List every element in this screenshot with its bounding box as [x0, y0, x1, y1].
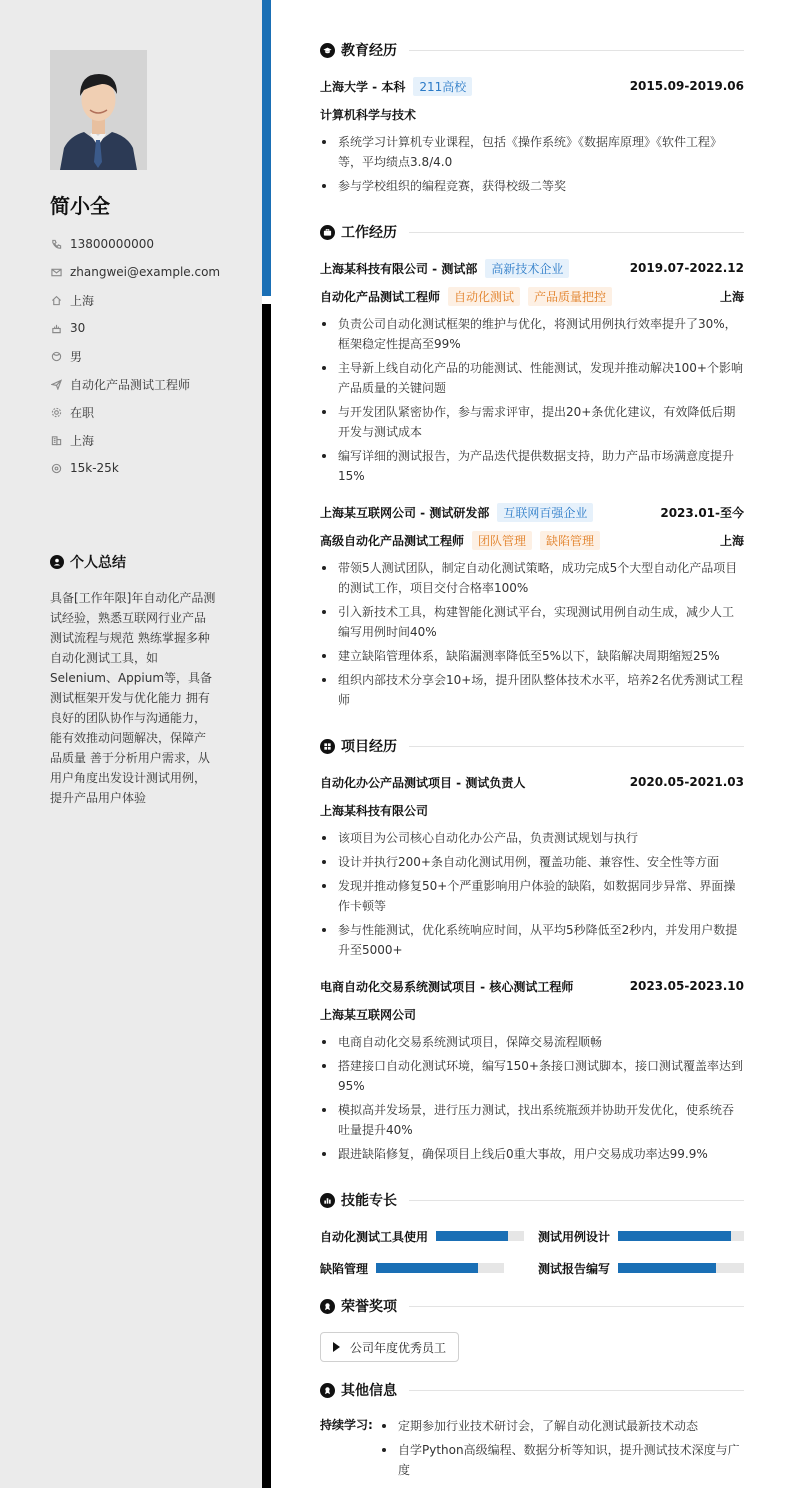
list-item: 组织内部技术分享会10+场，提升团队整体技术水平，培养2名优秀测试工程师 [320, 670, 744, 710]
job-company-row [320, 259, 744, 277]
job-role-row [320, 287, 744, 305]
award-icon [320, 1383, 335, 1398]
project-org: 上海某科技有限公司 [320, 803, 429, 818]
info-text: 上海 [70, 433, 95, 448]
education-row [320, 77, 744, 95]
email-icon [50, 266, 62, 278]
company-name: 上海某互联网公司 - 测试研发部 [320, 505, 490, 520]
info-email [50, 258, 220, 286]
skill-item [320, 1260, 504, 1276]
info-text: 30 [70, 321, 86, 335]
job-company-row [320, 503, 744, 521]
project-bullets [320, 1032, 744, 1168]
age-icon [50, 322, 62, 334]
education-bullets [320, 132, 744, 200]
project-date: 2023.05-2023.10 [629, 979, 744, 993]
job-bullets [320, 314, 744, 490]
skill-bar [618, 1231, 744, 1241]
section-divider [409, 50, 744, 51]
divider-stripe [262, 304, 271, 1488]
candidate-name: 简小全 [50, 194, 110, 218]
info-gender [50, 342, 220, 370]
skill-label: 自动化测试工具使用 [320, 1229, 429, 1244]
list-item: 跟进缺陷修复，确保项目上线后0重大事故，用户交易成功率达99.9% [320, 1144, 744, 1164]
role-tag: 自动化测试 [448, 287, 520, 306]
contact-info-list [50, 230, 220, 482]
other-label: 持续学习: [320, 1418, 373, 1432]
home-icon [50, 294, 62, 306]
summary-title: 个人总结 [70, 555, 126, 571]
section-title: 项目经历 [341, 739, 397, 755]
section-divider [409, 746, 744, 747]
section-title: 其他信息 [341, 1383, 397, 1399]
info-text: zhangwei@example.com [70, 265, 221, 279]
bar-chart-icon [320, 1193, 335, 1208]
company-tag: 高新技术企业 [485, 259, 569, 278]
job-date: 2023.01-至今 [660, 505, 744, 520]
job-role: 自动化产品测试工程师 [320, 289, 441, 304]
list-item: 负责公司自动化测试框架的维护与优化，将测试用例执行效率提升了30%，框架稳定性提高至99% [320, 314, 744, 354]
status-icon [50, 406, 62, 418]
project-row [320, 977, 744, 995]
other-bullets [380, 1416, 744, 1484]
info-text: 在职 [70, 405, 95, 420]
project-date: 2020.05-2021.03 [629, 775, 744, 789]
info-text: 15k-25k [70, 461, 119, 475]
skill-bar [618, 1263, 744, 1273]
role-tag: 产品质量把控 [528, 287, 612, 306]
section-title: 教育经历 [341, 43, 397, 59]
info-phone [50, 230, 220, 258]
award-icon [320, 1299, 335, 1314]
summary-text: 具备[工作年限]年自动化产品测试经验，熟悉互联网行业产品测试流程与规范 熟练掌握多种自动化测试工具，如Selenium、Appium等，具备测试框架开发与优化能力 拥有良好的团队协作与沟通能力，能有效推动问题解决，保障产品质量 善于分析用户需求，从用户角度出发设计测试用例，提升产品用户体验 [50, 591, 216, 805]
major-row [320, 105, 744, 123]
project-org-row [320, 801, 744, 819]
list-item: 发现并推动修复50+个严重影响用户体验的缺陷，如数据同步异常、界面操作卡顿等 [320, 876, 744, 916]
list-item: 编写详细的测试报告，为产品迭代提供数据支持，助力产品市场满意度提升15% [320, 446, 744, 486]
list-item: 设计并执行200+条自动化测试用例，覆盖功能、兼容性、安全性等方面 [320, 852, 744, 872]
skill-bar-fill [436, 1231, 508, 1241]
skills-heading [320, 1191, 744, 1209]
other-heading [320, 1381, 744, 1399]
play-icon [333, 1342, 340, 1352]
skill-bar [436, 1231, 524, 1241]
info-text: 13800000000 [70, 237, 154, 251]
list-item: 引入新技术工具，构建智能化测试平台，实现测试用例自动生成，减少人工编写用例时间40% [320, 602, 744, 642]
list-item: 带领5人测试团队，制定自动化测试策略，成功完成5个大型自动化产品项目的测试工作，项目交付合格率100% [320, 558, 744, 598]
skill-bar [376, 1263, 504, 1273]
info-text: 自动化产品测试工程师 [70, 377, 191, 392]
section-title: 荣誉奖项 [341, 1299, 397, 1315]
list-item: 系统学习计算机专业课程，包括《操作系统》《数据库原理》《软件工程》等，平均绩点3.8/4.0 [320, 132, 744, 172]
info-salary [50, 454, 220, 482]
project-org-row [320, 1005, 744, 1023]
info-position [50, 370, 220, 398]
list-item: 搭建接口自动化测试环境，编写150+条接口测试脚本，接口测试覆盖率达到95% [320, 1056, 744, 1096]
list-item: 模拟高并发场景，进行压力测试，找出系统瓶颈并协助开发优化，使系统吞吐量提升40% [320, 1100, 744, 1140]
section-title: 技能专长 [341, 1193, 397, 1209]
skill-bar-fill [376, 1263, 478, 1273]
phone-icon [50, 238, 62, 250]
project-row [320, 773, 744, 791]
skill-bar-fill [618, 1231, 731, 1241]
section-divider [409, 1306, 744, 1307]
major: 计算机科学与技术 [320, 107, 417, 122]
info-age [50, 314, 220, 342]
job-city: 上海 [719, 533, 744, 548]
section-divider [409, 1390, 744, 1391]
project-name: 电商自动化交易系统测试项目 - 核心测试工程师 [320, 979, 574, 994]
send-icon [50, 378, 62, 390]
accent-stripe [262, 0, 271, 296]
info-location [50, 286, 220, 314]
education-heading [320, 41, 744, 59]
job-bullets [320, 558, 744, 714]
projects-heading [320, 737, 744, 755]
job-role-row [320, 531, 744, 549]
list-item: 该项目为公司核心自动化办公产品，负责测试规划与执行 [320, 828, 744, 848]
project-name: 自动化办公产品测试项目 - 测试负责人 [320, 775, 526, 790]
list-item: 参与性能测试，优化系统响应时间，从平均5秒降低至2秒内，并发用户数提升至5000+ [320, 920, 744, 960]
list-item: 建立缺陷管理体系，缺陷漏测率降低至5%以下，缺陷解决周期缩短25% [320, 646, 744, 666]
role-tag: 团队管理 [472, 531, 532, 550]
salary-icon [50, 462, 62, 474]
education-date: 2015.09-2019.06 [629, 79, 744, 93]
info-status [50, 398, 220, 426]
skill-label: 测试报告编写 [538, 1261, 611, 1276]
skill-item [538, 1260, 744, 1276]
grid-icon [320, 739, 335, 754]
job-role: 高级自动化产品测试工程师 [320, 533, 465, 548]
company-tag: 互联网百强企业 [497, 503, 593, 522]
project-bullets [320, 828, 744, 964]
award-item-label: 公司年度优秀员工 [350, 1340, 447, 1355]
role-tag: 缺陷管理 [540, 531, 600, 550]
info-text: 男 [70, 349, 83, 364]
skill-label: 缺陷管理 [320, 1261, 369, 1276]
section-divider [409, 1200, 744, 1201]
skill-label: 测试用例设计 [538, 1229, 611, 1244]
list-item: 主导新上线自动化产品的功能测试、性能测试，发现并推动解决100+个影响产品质量的关键问题 [320, 358, 744, 398]
list-item: 与开发团队紧密协作，参与需求评审，提出20+条优化建议，有效降低后期开发与测试成本 [320, 402, 744, 442]
avatar [50, 50, 147, 170]
list-item: 定期参加行业技术研讨会，了解自动化测试最新技术动态 [380, 1416, 744, 1436]
section-title: 工作经历 [341, 225, 397, 241]
school-tag: 211高校 [413, 77, 472, 96]
summary-heading [50, 552, 126, 572]
graduation-cap-icon [320, 43, 335, 58]
skill-item [538, 1228, 744, 1244]
user-icon [50, 555, 64, 569]
gender-icon [50, 350, 62, 362]
briefcase-icon [320, 225, 335, 240]
awards-heading [320, 1297, 744, 1315]
list-item: 电商自动化交易系统测试项目，保障交易流程顺畅 [320, 1032, 744, 1052]
section-divider [409, 232, 744, 233]
job-city: 上海 [719, 289, 744, 304]
list-item: 自学Python高级编程、数据分析等知识，提升测试技术深度与广度 [380, 1440, 744, 1480]
skill-bar-fill [618, 1263, 716, 1273]
work-heading [320, 223, 744, 241]
skill-item [320, 1228, 524, 1244]
info-city [50, 426, 220, 454]
list-item: 参与学校组织的编程竞赛，获得校级二等奖 [320, 176, 744, 196]
school-name: 上海大学 - 本科 [320, 79, 406, 94]
building-icon [50, 434, 62, 446]
job-date: 2019.07-2022.12 [629, 261, 744, 275]
company-name: 上海某科技有限公司 - 测试部 [320, 261, 478, 276]
project-org: 上海某互联网公司 [320, 1007, 417, 1022]
info-text: 上海 [70, 293, 95, 308]
award-item-button[interactable] [320, 1332, 459, 1362]
